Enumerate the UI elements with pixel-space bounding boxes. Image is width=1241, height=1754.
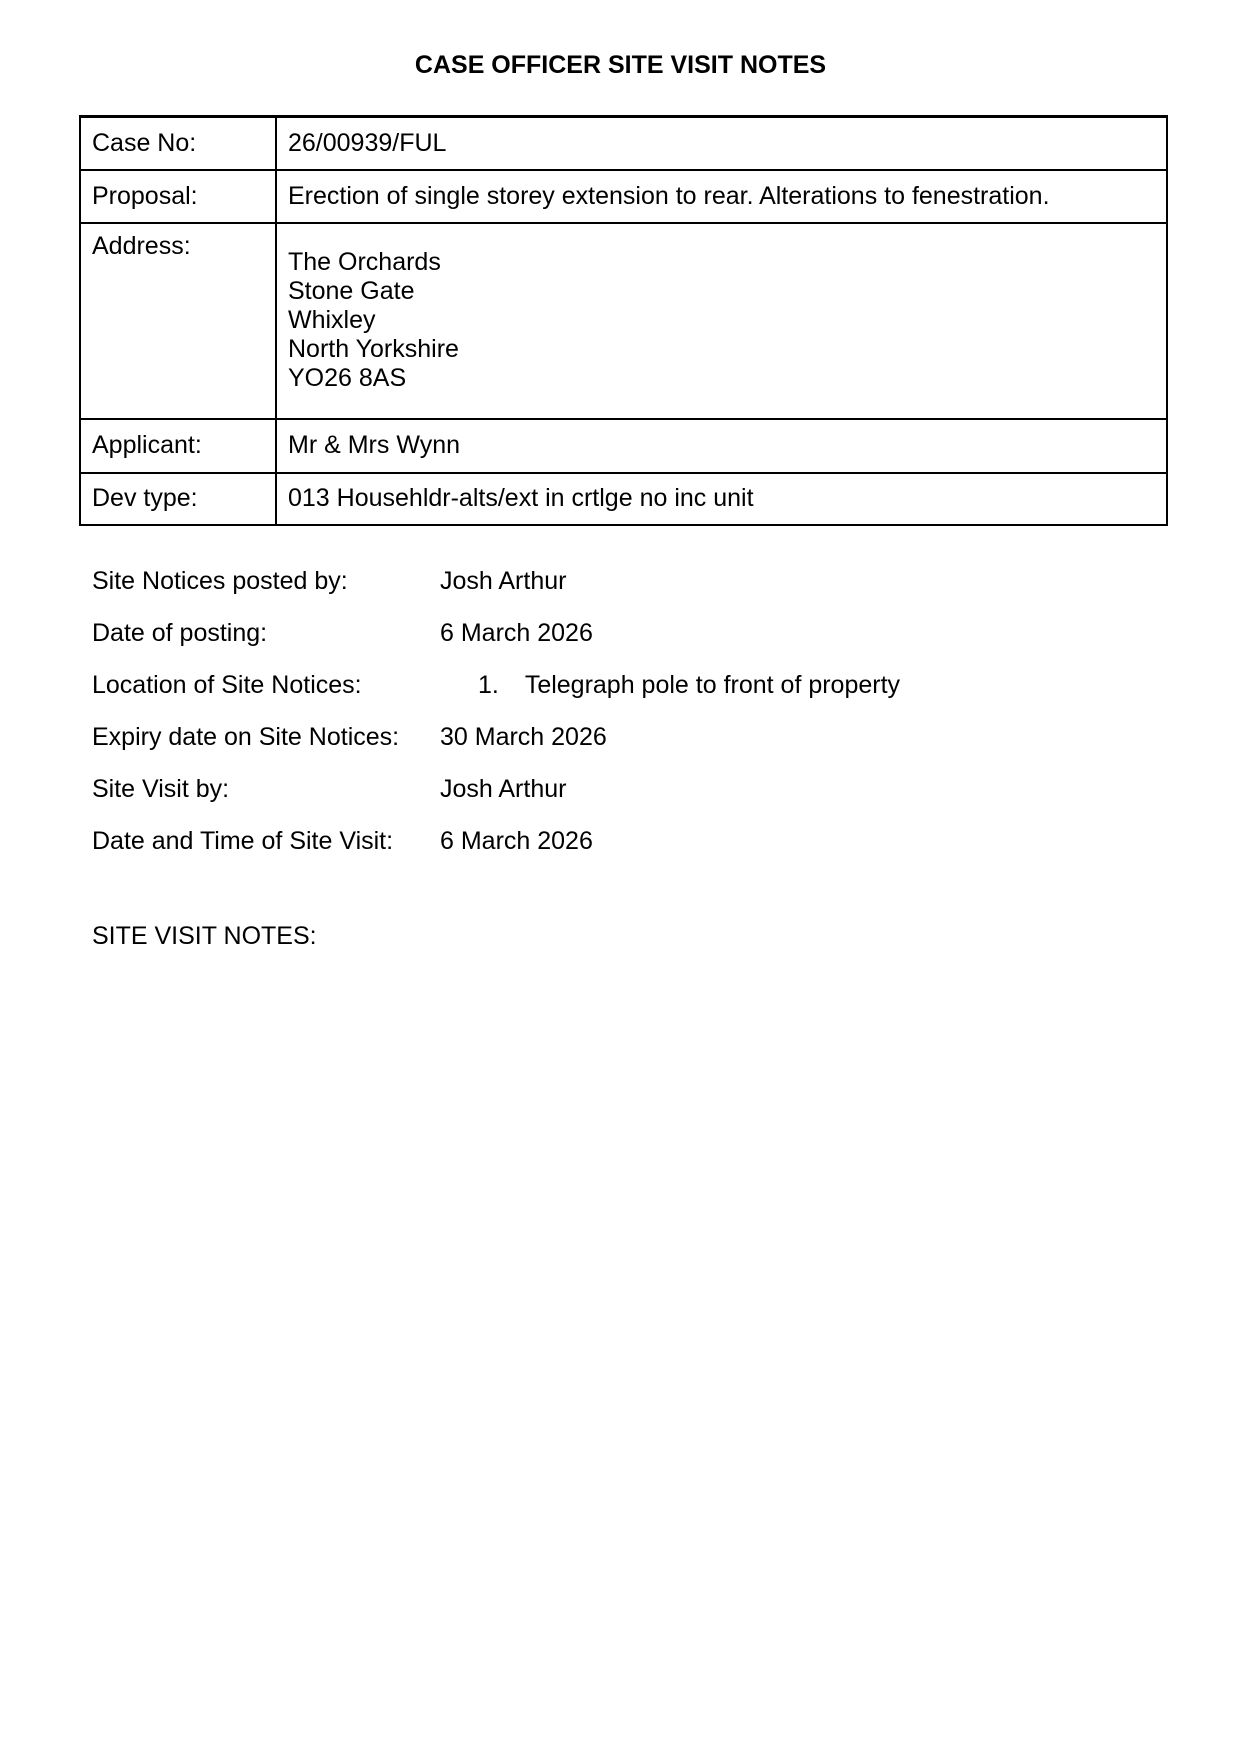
field-row-expiry-date <box>92 723 1172 775</box>
site-notices-posted-by-label: Site Notices posted by: <box>92 567 348 595</box>
page-title: CASE OFFICER SITE VISIT NOTES <box>414 51 827 79</box>
applicant-label: Applicant: <box>80 419 276 473</box>
site-notice-fields <box>92 567 1172 879</box>
table-row-address <box>80 223 1167 419</box>
expiry-date-value: 30 March 2026 <box>440 723 607 751</box>
proposal-label: Proposal: <box>80 170 276 223</box>
table-row-applicant <box>80 419 1167 473</box>
field-row-location-of-site-notices <box>92 671 1172 723</box>
field-row-date-time-of-site-visit <box>92 827 1172 879</box>
field-row-site-notices-posted-by <box>92 567 1172 619</box>
site-notices-posted-by-value: Josh Arthur <box>440 567 567 595</box>
date-time-of-site-visit-label: Date and Time of Site Visit: <box>92 827 394 855</box>
location-list-number: 1. <box>478 671 499 699</box>
site-visit-by-value: Josh Arthur <box>440 775 567 803</box>
address-label: Address: <box>80 223 276 419</box>
address-line: Whixley <box>288 306 376 334</box>
case-no-label: Case No: <box>80 117 276 170</box>
table-row-proposal <box>80 170 1167 223</box>
location-of-site-notices-label: Location of Site Notices: <box>92 671 362 699</box>
location-list-text: Telegraph pole to front of property <box>524 671 901 699</box>
site-visit-by-label: Site Visit by: <box>92 775 230 803</box>
date-of-posting-label: Date of posting: <box>92 619 268 647</box>
address-value <box>276 223 1167 419</box>
address-line: North Yorkshire <box>288 335 459 363</box>
address-line: The Orchards <box>288 248 441 276</box>
field-row-date-of-posting <box>92 619 1172 671</box>
expiry-date-label: Expiry date on Site Notices: <box>92 723 400 751</box>
case-details-table <box>79 115 1168 526</box>
dev-type-value: 013 Househldr-alts/ext in crtlge no inc unit <box>276 473 1167 525</box>
date-of-posting-value: 6 March 2026 <box>440 619 593 647</box>
case-no-value: 26/00939/FUL <box>276 117 1167 170</box>
dev-type-label: Dev type: <box>80 473 276 525</box>
proposal-value: Erection of single storey extension to rear. Alterations to fenestration. <box>276 170 1167 223</box>
applicant-value: Mr & Mrs Wynn <box>276 419 1167 473</box>
field-row-site-visit-by <box>92 775 1172 827</box>
address-line: YO26 8AS <box>288 364 407 392</box>
location-of-site-notices-value <box>440 671 1172 700</box>
date-time-of-site-visit-value: 6 March 2026 <box>440 827 593 855</box>
address-line: Stone Gate <box>288 277 415 305</box>
table-row-dev-type <box>80 473 1167 525</box>
site-visit-notes-heading: SITE VISIT NOTES: <box>92 922 317 950</box>
table-row-case-no <box>80 117 1167 170</box>
